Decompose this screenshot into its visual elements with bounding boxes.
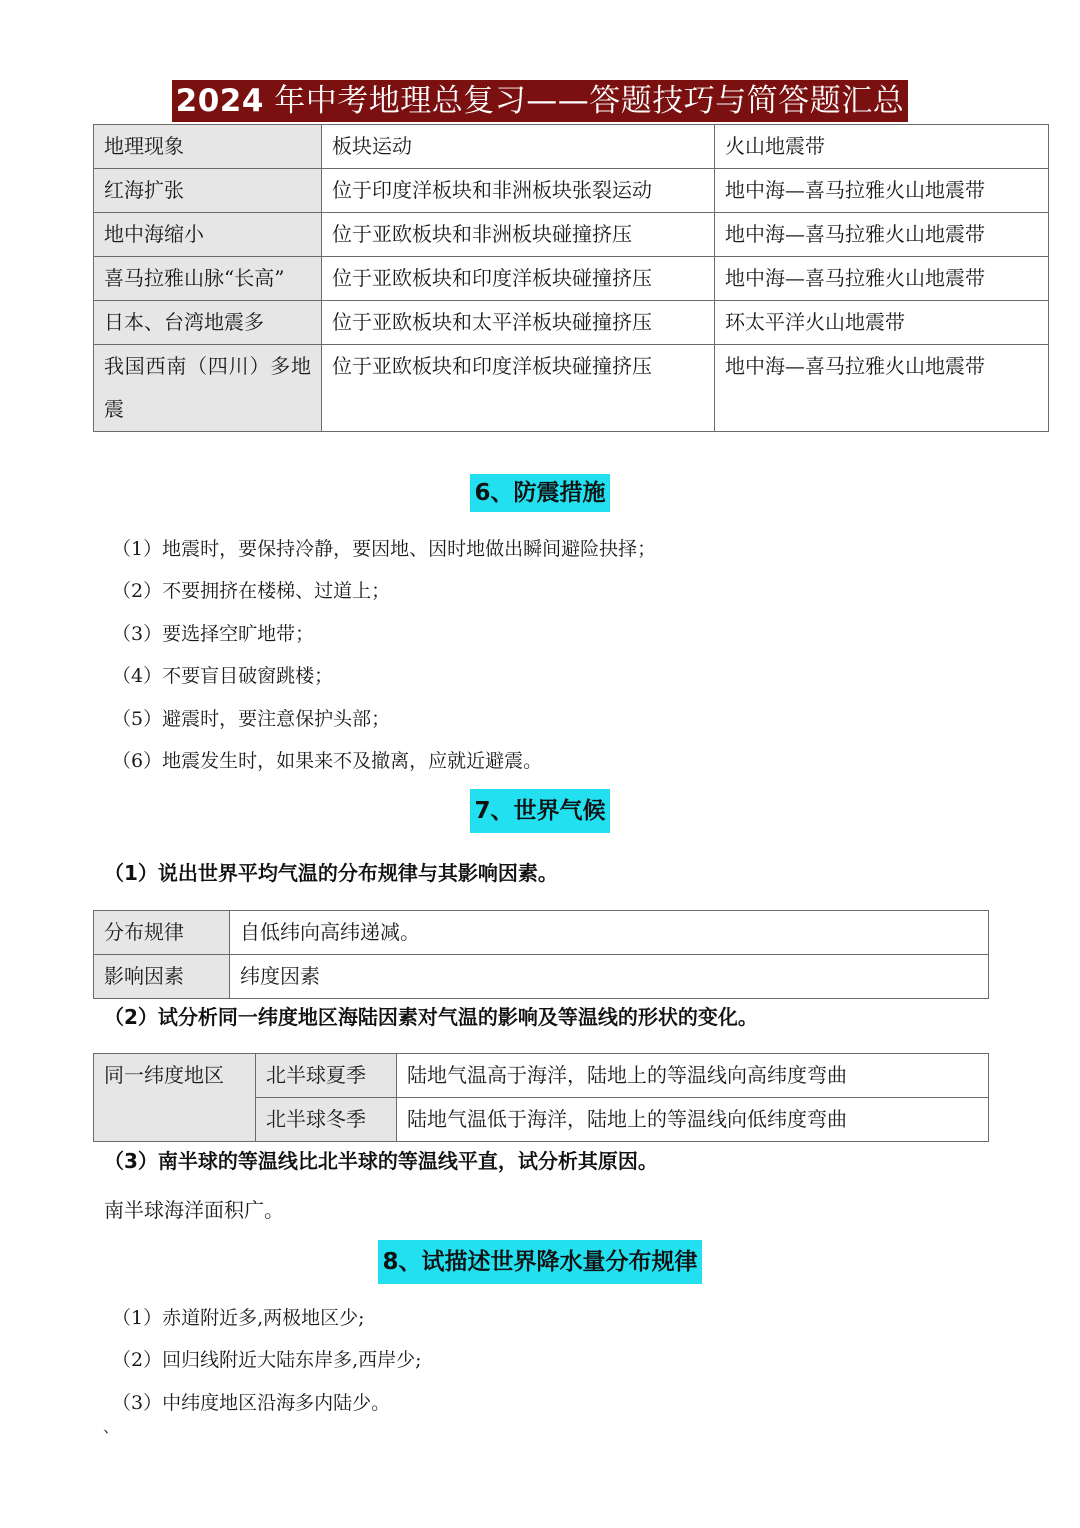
table-cell: 纬度因素 <box>230 955 989 999</box>
table-row <box>94 169 1049 213</box>
header-cell: 地理现象 <box>94 125 322 169</box>
list-item: （6）地震发生时，如果来不及撤离，应就近避震。 <box>112 749 543 772</box>
section-heading-wrap <box>0 789 1080 833</box>
table-row <box>94 345 1049 432</box>
list-item: （2）不要拥挤在楼梯、过道上； <box>112 580 391 603</box>
question-3: （3）南半球的等温线比北半球的等温线平直，试分析其原因。 <box>104 1149 658 1173</box>
header-cell: 火山地震带 <box>715 125 1049 169</box>
plate-table <box>93 124 1049 432</box>
table-cell: 分布规律 <box>94 911 230 955</box>
title-text: 年中考地理总复习——答题技巧与简答题汇总 <box>263 83 905 119</box>
list-item: （4）不要盲目破窗跳楼； <box>112 665 334 688</box>
table-cell: 陆地气温高于海洋，陆地上的等温线向高纬度弯曲 <box>397 1054 989 1098</box>
question-1: （1）说出世界平均气温的分布规律与其影响因素。 <box>104 861 558 885</box>
table-cell: 位于亚欧板块和印度洋板块碰撞挤压 <box>322 257 715 301</box>
table-cell: 北半球冬季 <box>256 1098 397 1142</box>
section-heading-6: 6、防震措施 <box>470 474 609 512</box>
section-heading-wrap <box>0 474 1080 512</box>
table-cell: 地中海—喜马拉雅火山地震带 <box>715 257 1049 301</box>
page-title <box>172 80 909 122</box>
land-sea-table <box>93 1053 989 1142</box>
table-cell: 地中海缩小 <box>94 213 322 257</box>
table-cell: 位于亚欧板块和太平洋板块碰撞挤压 <box>322 301 715 345</box>
table-cell: 位于印度洋板块和非洲板块张裂运动 <box>322 169 715 213</box>
table-cell: 地中海—喜马拉雅火山地震带 <box>715 213 1049 257</box>
table-row <box>94 257 1049 301</box>
table-cell: 陆地气温低于海洋，陆地上的等温线向低纬度弯曲 <box>397 1098 989 1142</box>
list-item: （2）回归线附近大陆东岸多,西岸少; <box>112 1349 422 1372</box>
table-cell: 红海扩张 <box>94 169 322 213</box>
table-cell: 位于亚欧板块和非洲板块碰撞挤压 <box>322 213 715 257</box>
table-row <box>94 955 989 999</box>
table-cell: 喜马拉雅山脉“长高” <box>94 257 322 301</box>
table-cell: 同一纬度地区 <box>94 1054 256 1142</box>
table-cell: 地中海—喜马拉雅火山地震带 <box>715 345 1049 432</box>
table-cell: 位于亚欧板块和印度洋板块碰撞挤压 <box>322 345 715 432</box>
table-cell: 影响因素 <box>94 955 230 999</box>
section-heading-8: 8、试描述世界降水量分布规律 <box>378 1240 701 1284</box>
temperature-table <box>93 910 989 999</box>
table-row <box>94 301 1049 345</box>
list-item: （3）中纬度地区沿海多内陆少。 <box>112 1391 391 1414</box>
earthquake-measures-list <box>112 528 656 782</box>
list-item: （5）避震时，要注意保护头部； <box>112 707 391 730</box>
list-item: （1）赤道附近多,两极地区少; <box>112 1307 365 1329</box>
list-item: （3）要选择空旷地带； <box>112 622 315 645</box>
title-wrap <box>0 80 1080 122</box>
table-cell: 北半球夏季 <box>256 1054 397 1098</box>
table-cell: 日本、台湾地震多 <box>94 301 322 345</box>
title-year: 2024 <box>175 83 264 119</box>
header-cell: 板块运动 <box>322 125 715 169</box>
table-cell: 环太平洋火山地震带 <box>715 301 1049 345</box>
table-cell: 地中海—喜马拉雅火山地震带 <box>715 169 1049 213</box>
trailing-mark: 、 <box>103 1417 120 1436</box>
table-row <box>94 1054 989 1098</box>
section-heading-wrap <box>0 1240 1080 1284</box>
table-row <box>94 911 989 955</box>
list-item: （1）地震时，要保持冷静，要因地、因时地做出瞬间避险抉择； <box>112 538 657 560</box>
table-cell: 我国西南（四川）多地震 <box>94 345 322 432</box>
section-heading-7: 7、世界气候 <box>470 789 609 833</box>
table-cell: 自低纬向高纬递减。 <box>230 911 989 955</box>
table-header-row <box>94 125 1049 169</box>
question-2: （2）试分析同一纬度地区海陆因素对气温的影响及等温线的形状的变化。 <box>104 1005 758 1029</box>
table-row <box>94 213 1049 257</box>
answer-3: 南半球海洋面积广。 <box>104 1198 284 1222</box>
precipitation-list <box>112 1297 422 1424</box>
